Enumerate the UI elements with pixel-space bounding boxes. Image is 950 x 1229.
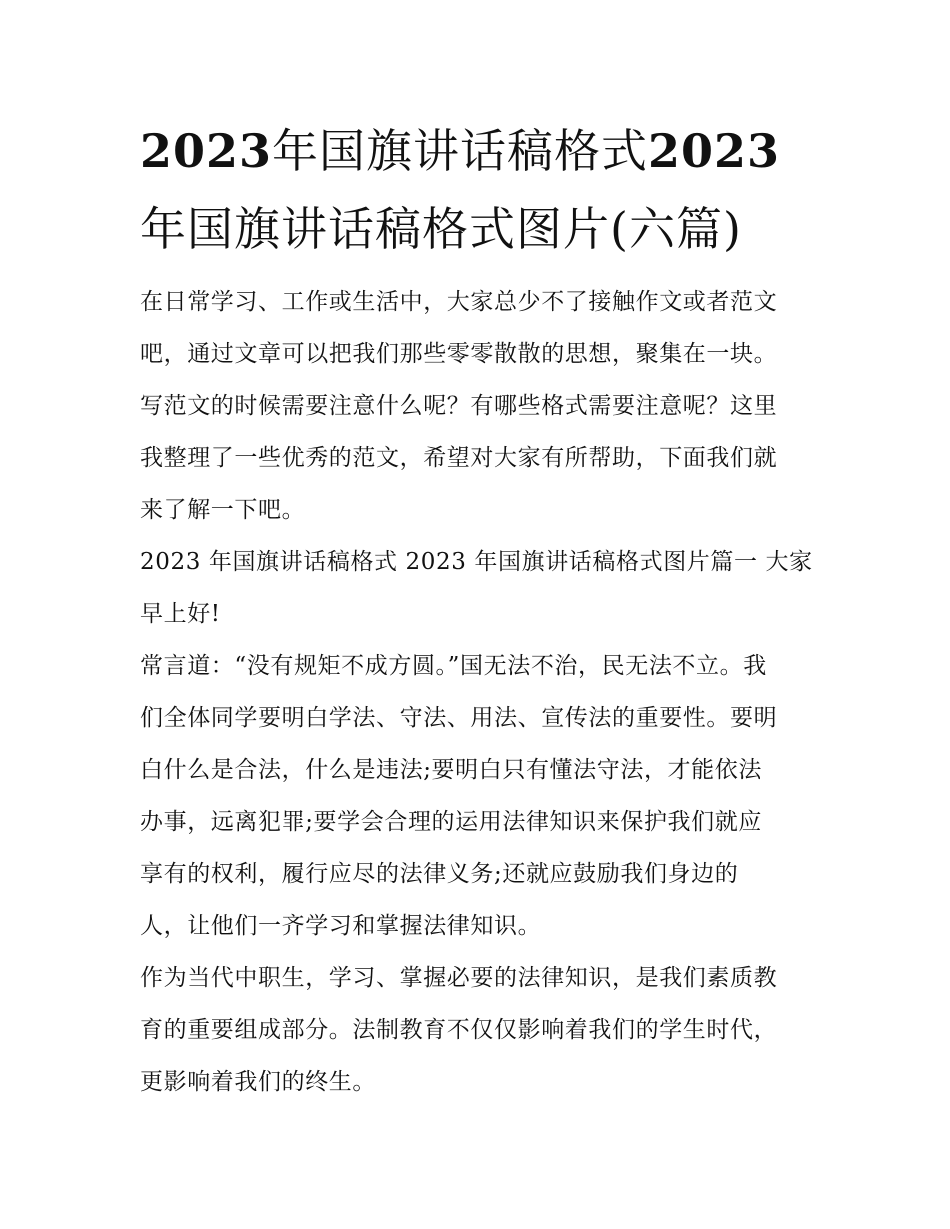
paragraph-education	[140, 952, 820, 1108]
paragraph-intro	[140, 276, 820, 536]
document-body	[140, 276, 820, 1108]
paragraph-section-heading	[140, 536, 820, 640]
text-line: 我整理了一些优秀的范文，希望对大家有所帮助，下面我们就	[140, 445, 778, 471]
title-year-2: 2023	[648, 124, 781, 178]
document-content	[140, 112, 820, 1108]
text-line: 在日常学习、工作或生活中，大家总少不了接触作文或者范文	[140, 289, 778, 315]
text-line: 常言道：“没有规矩不成方圆。”国无法不治，民无法不立。我	[140, 653, 767, 679]
text-line: 作为当代中职生，学习、掌握必要的法律知识，是我们素质教	[140, 965, 778, 991]
text-line: 吧，通过文章可以把我们那些零零散散的思想，聚集在一块。	[140, 341, 778, 367]
text-line: 人，让他们一齐学习和掌握法律知识。	[140, 913, 542, 939]
text-line: 早上好!	[140, 601, 221, 627]
text-line: 更影响着我们的终生。	[140, 1069, 376, 1095]
title-year: 2023	[140, 124, 273, 178]
document-title	[140, 112, 820, 268]
paragraph-law	[140, 640, 820, 952]
text-line: 育的重要组成部分。法制教育不仅仅影响着我们的学生时代，	[140, 1017, 778, 1043]
text-line: 2023 年国旗讲话稿格式 2023 年国旗讲话稿格式图片篇一 大家	[140, 549, 813, 575]
text-line: 来了解一下吧。	[140, 497, 306, 523]
text-line: 享有的权利，履行应尽的法律义务;还就应鼓励我们身边的	[140, 861, 739, 887]
text-line: 写范文的时候需要注意什么呢？有哪些格式需要注意呢？这里	[140, 393, 778, 419]
title-line-1	[140, 112, 820, 190]
text-line: 们全体同学要明白学法、守法、用法、宣传法的重要性。要明	[140, 705, 778, 731]
title-text: 年国旗讲话稿格式	[272, 124, 649, 178]
title-line-2: 年国旗讲话稿格式图片(六篇)	[140, 202, 742, 256]
text-line: 办事，远离犯罪;要学会合理的运用法律知识来保护我们就应	[140, 809, 762, 835]
text-line: 白什么是合法，什么是违法;要明白只有懂法守法，才能依法	[140, 757, 762, 783]
